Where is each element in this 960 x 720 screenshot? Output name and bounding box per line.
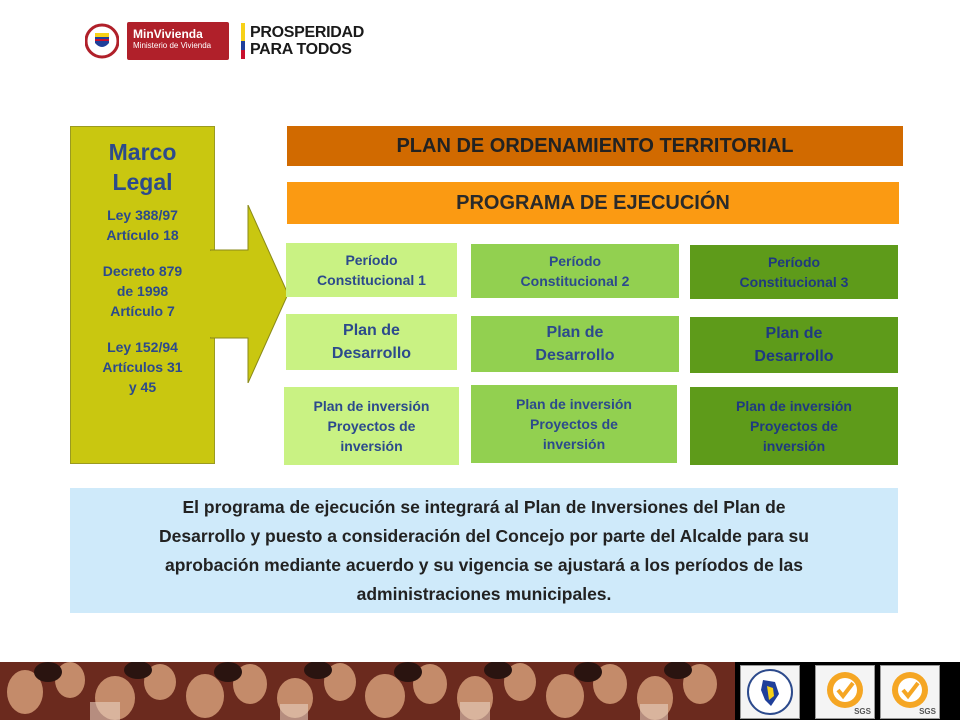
arrow-right-icon bbox=[210, 205, 288, 383]
crowd-photo-icon bbox=[0, 662, 735, 720]
slogan-line1: PROSPERIDAD bbox=[250, 24, 365, 41]
plan-desarrollo-1: Plan de Desarrollo bbox=[286, 314, 457, 370]
slogan-line2: PARA TODOS bbox=[250, 41, 352, 58]
plan-inversion-2: Plan de inversión Proyectos de inversión bbox=[471, 385, 677, 463]
sgs-label-2: SGS bbox=[919, 707, 936, 716]
marco-legal-title: Marco Legal bbox=[108, 139, 177, 195]
periodo-constitucional-1: Período Constitucional 1 bbox=[286, 243, 457, 297]
plan-desarrollo-2: Plan de Desarrollo bbox=[471, 316, 679, 372]
plan-inversion-3: Plan de inversión Proyectos de inversión bbox=[690, 387, 898, 465]
periodo-constitucional-3: Período Constitucional 3 bbox=[690, 245, 898, 299]
programa-note-box bbox=[70, 488, 898, 613]
law-ley-152: Ley 152/94 Artículos 31 y 45 bbox=[102, 339, 183, 395]
law-ley-388: Ley 388/97 Artículo 18 bbox=[106, 207, 179, 243]
footer-banner bbox=[0, 662, 960, 720]
marco-legal-laws bbox=[71, 205, 214, 397]
ministry-subtitle: Ministerio de Vivienda bbox=[133, 41, 212, 50]
plan-inversion-1: Plan de inversión Proyectos de inversión bbox=[284, 387, 459, 465]
sgs-label-1: SGS bbox=[854, 707, 871, 716]
ministry-name: MinVivienda bbox=[133, 27, 203, 41]
plan-desarrollo-3: Plan de Desarrollo bbox=[690, 317, 898, 373]
certification-badge-sgs-1 bbox=[815, 665, 875, 719]
note-line-3: aprobación mediante acuerdo y su vigencia se ajustará a los períodos de las bbox=[164, 555, 803, 575]
coat-of-arms-icon bbox=[85, 21, 119, 61]
header-logos bbox=[85, 20, 364, 62]
colombia-flag-icon bbox=[241, 23, 245, 59]
law-decreto-879: Decreto 879 de 1998 Artículo 7 bbox=[102, 263, 183, 319]
certification-badge-sgs-2 bbox=[880, 665, 940, 719]
note-line-1: El programa de ejecución se integrará al Plan de Inversiones del Plan de bbox=[182, 497, 786, 517]
minvivienda-logo bbox=[127, 22, 229, 60]
pot-title-bar: PLAN DE ORDENAMIENTO TERRITORIAL bbox=[287, 126, 903, 166]
prosperidad-logo bbox=[241, 23, 364, 59]
programa-ejecucion-bar: PROGRAMA DE EJECUCIÓN bbox=[287, 182, 899, 224]
note-line-2: Desarrollo y puesto a consideración del Concejo por parte del Alcalde para su bbox=[159, 526, 809, 546]
certification-badge-colombia bbox=[740, 665, 800, 719]
periodo-constitucional-2: Período Constitucional 2 bbox=[471, 244, 679, 298]
note-line-4: administraciones municipales. bbox=[356, 584, 612, 604]
marco-legal-box bbox=[70, 126, 215, 464]
